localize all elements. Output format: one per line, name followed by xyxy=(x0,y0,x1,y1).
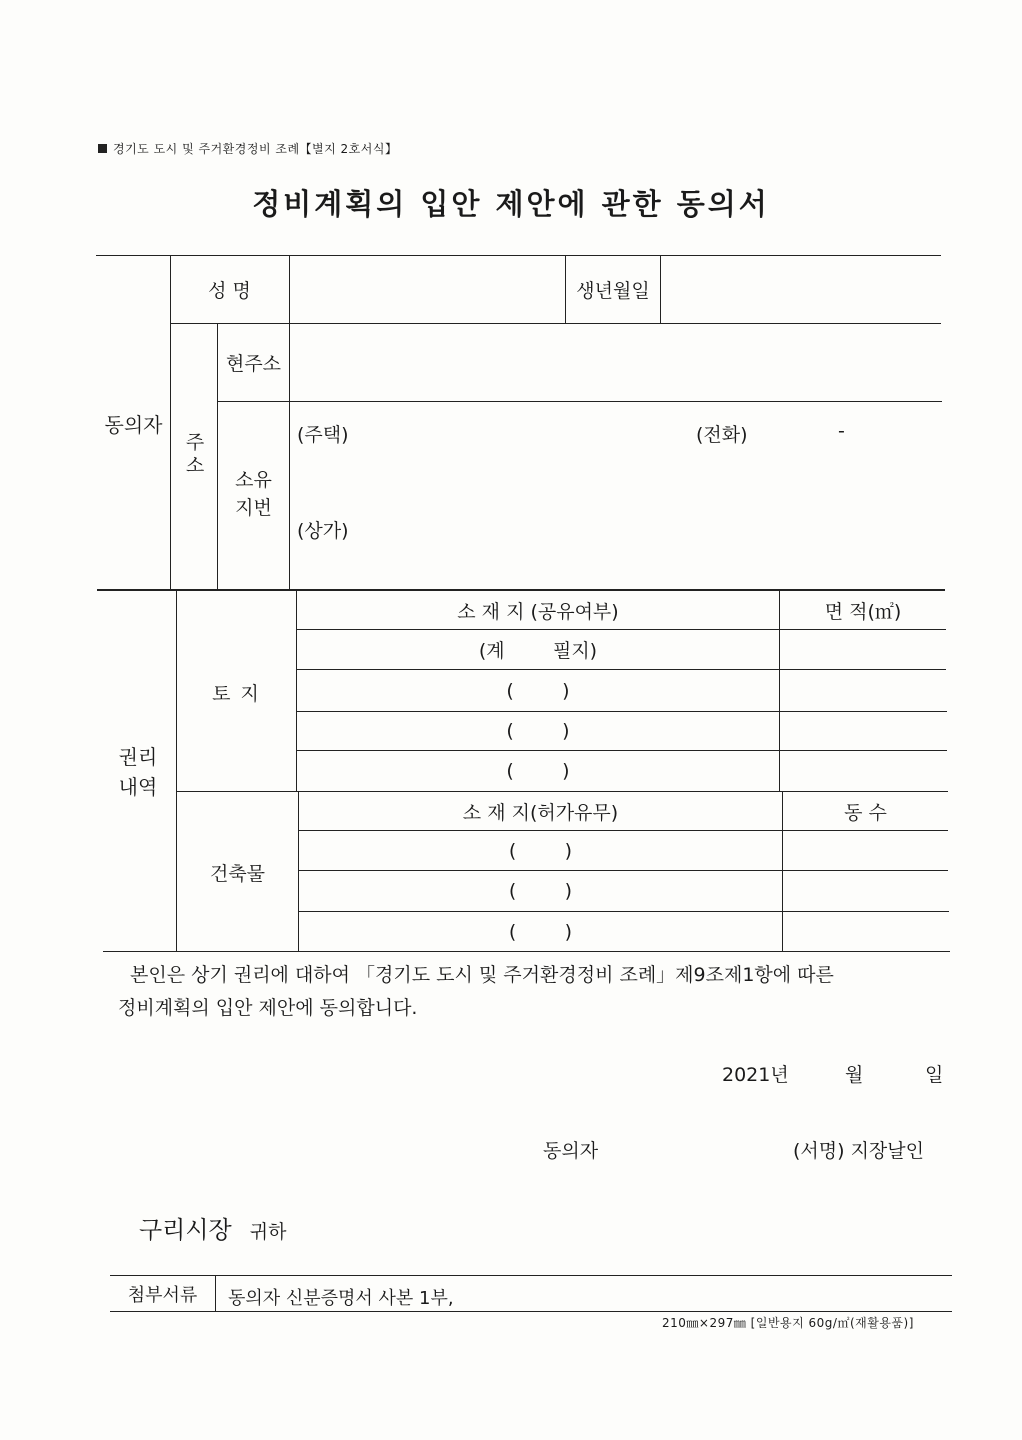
phone-separator: - xyxy=(838,420,845,442)
attachments-value: 동의자 신분증명서 사본 1부, xyxy=(228,1288,454,1309)
rights-section-label xyxy=(100,740,176,804)
recipient xyxy=(139,1210,286,1245)
signature-label: 동의자 xyxy=(543,1140,599,1162)
building-count-header: 동 수 xyxy=(844,801,887,824)
building-location-header: 소 재 지(허가유무) xyxy=(462,801,619,824)
building-row: ( ) xyxy=(508,839,573,862)
square-bullet-icon xyxy=(98,144,107,153)
statement-line1: 본인은 상기 권리에 대하여 「경기도 도시 및 주거환경정비 조례」제9조제1항에 따른 xyxy=(130,964,834,986)
statement-line2: 정비계획의 입안 제안에 동의합니다. xyxy=(118,997,418,1019)
owned-lot-label-line2: 지번 xyxy=(235,497,272,519)
address-label: 주소 xyxy=(182,432,205,478)
consenter-section-label: 동의자 xyxy=(104,412,163,437)
birth-date-label: 생년월일 xyxy=(576,279,650,302)
owned-lot-label-line1: 소유 xyxy=(235,469,272,491)
name-label: 성 명 xyxy=(208,279,251,302)
land-location-header: 소 재 지 (공유여부) xyxy=(457,601,619,623)
owned-lot-label xyxy=(218,462,289,526)
phone-label: (전화) xyxy=(696,424,748,446)
rights-section-label-line1: 권리 xyxy=(118,745,158,769)
rights-section-label-line2: 내역 xyxy=(118,775,158,799)
date-year: 2021년 xyxy=(722,1064,789,1086)
signature-sign-label: (서명) 지장날인 xyxy=(793,1140,924,1162)
current-address-label: 현주소 xyxy=(225,352,282,375)
land-row: ( ) xyxy=(506,720,570,742)
land-label: 토 지 xyxy=(212,682,261,705)
page-title: 정비계획의 입안 제안에 관한 동의서 xyxy=(252,186,770,221)
shop-label: (상가) xyxy=(297,520,349,542)
land-total-row: (계 필지) xyxy=(478,640,598,662)
form-header-text: 경기도 도시 및 주거환경정비 조례【별지 2호서식】 xyxy=(113,142,398,156)
building-label: 건축물 xyxy=(209,862,266,885)
date-month: 월 xyxy=(845,1064,864,1086)
attachments-label: 첨부서류 xyxy=(127,1284,198,1306)
house-label: (주택) xyxy=(297,424,349,446)
recipient-honorific: 귀하 xyxy=(249,1221,287,1243)
date-day: 일 xyxy=(925,1064,944,1086)
building-row: ( ) xyxy=(508,920,573,943)
birth-date-field[interactable] xyxy=(661,260,941,318)
building-row: ( ) xyxy=(508,880,573,902)
land-area-header: 면 적(㎡) xyxy=(824,601,902,623)
form-header xyxy=(98,140,397,157)
current-address-field[interactable] xyxy=(290,324,941,400)
name-field[interactable] xyxy=(290,260,565,318)
land-row: ( ) xyxy=(506,679,570,702)
recipient-name: 구리시장 xyxy=(139,1216,232,1244)
land-row: ( ) xyxy=(506,760,570,782)
paper-spec-footer: 210㎜×297㎜ [일반용지 60g/㎡(재활용품)] xyxy=(662,1316,914,1330)
